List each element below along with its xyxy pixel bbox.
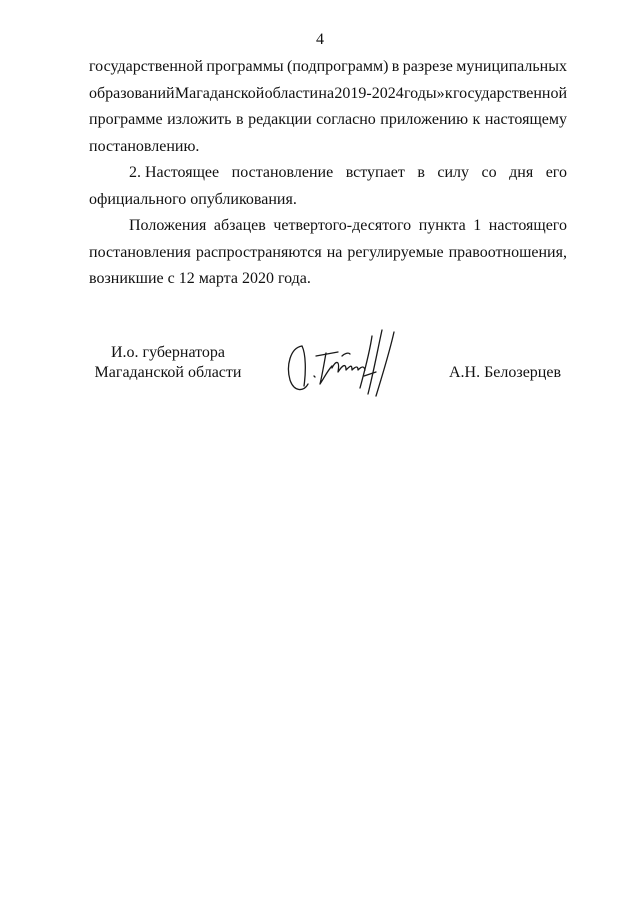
paragraph-3-line-2 xyxy=(89,240,567,267)
word: редакции xyxy=(248,111,312,128)
paragraph-2-line-1 xyxy=(89,160,567,187)
word: программе xyxy=(89,111,163,128)
word: абзацев xyxy=(213,217,266,234)
word: пункта xyxy=(418,217,466,234)
position-line-1: И.о. губернатора xyxy=(110,344,226,361)
handwritten-signature xyxy=(280,326,410,401)
signatory-name: А.Н. Белозерцев xyxy=(449,364,562,381)
word: к xyxy=(444,84,453,102)
word: на xyxy=(326,243,343,261)
word: образований xyxy=(89,84,175,102)
word: в xyxy=(417,164,425,181)
word: к xyxy=(472,111,481,128)
word: постановления xyxy=(89,243,191,261)
page-number: 4 xyxy=(316,31,324,48)
word: настоящему xyxy=(484,111,567,128)
word: в xyxy=(235,111,244,128)
word: четвертого-десятого xyxy=(273,217,412,234)
word: на xyxy=(318,84,335,102)
word: разрезе xyxy=(402,58,453,75)
paragraph-2-line-2: официального опубликования. xyxy=(89,190,297,208)
word: регулируемые xyxy=(347,243,444,261)
word: годы» xyxy=(404,84,445,102)
word: постановление xyxy=(231,164,334,181)
word: дня xyxy=(509,164,534,181)
word: муниципальных xyxy=(456,58,567,75)
word: государственной xyxy=(452,84,567,102)
word: его xyxy=(545,164,567,181)
paragraph-1-line-4: постановлению. xyxy=(89,137,200,155)
paragraph-1-line-2 xyxy=(89,81,567,108)
word: 2019-2024 xyxy=(334,84,404,102)
word: приложению xyxy=(380,111,469,128)
paragraph-3-line-1 xyxy=(89,213,567,240)
word: 2. Настоящее xyxy=(129,164,220,181)
signatory-position xyxy=(89,343,247,383)
paragraph-3-line-3: возникшие с 12 марта 2020 года. xyxy=(89,270,311,287)
paragraph-1-line-3 xyxy=(89,107,567,134)
word: силу xyxy=(437,164,470,181)
word: распространяются xyxy=(195,243,322,261)
word: государственной xyxy=(89,58,204,75)
word: настоящего xyxy=(488,217,567,234)
word: со xyxy=(481,164,497,181)
word: согласно xyxy=(316,111,376,128)
word: области xyxy=(264,84,319,102)
word: в xyxy=(391,58,400,75)
word: 1 xyxy=(473,217,482,234)
word: правоотношения, xyxy=(448,243,567,261)
word: изложить xyxy=(167,111,232,128)
document-body xyxy=(89,54,567,293)
word: (подпрограмм) xyxy=(287,58,389,75)
word: Магаданской xyxy=(174,84,265,102)
word: Положения xyxy=(129,217,207,234)
position-line-2: Магаданской области xyxy=(94,364,242,381)
paragraph-1-line-1 xyxy=(89,54,567,81)
word: вступает xyxy=(345,164,405,181)
word: программы xyxy=(206,58,284,75)
